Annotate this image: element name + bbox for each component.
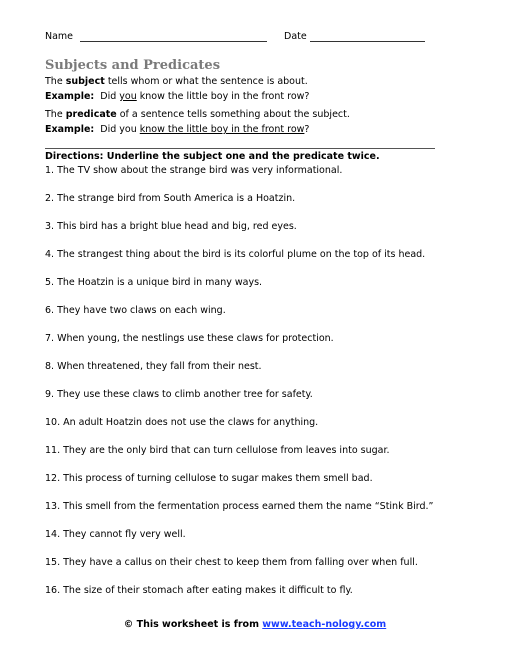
example1-subject: you <box>119 91 137 102</box>
sentence-item: 13. This smell from the fermentation process earned them the name “Stink Bird.” <box>45 501 434 512</box>
subject-term: subject <box>65 76 105 87</box>
sentence-item: 7. When young, the nestlings use these claws for protection. <box>45 333 334 344</box>
sentence-item: 9. They use these claws to climb another tree for safety. <box>45 389 313 400</box>
predicate-example <box>45 124 309 135</box>
sentence-item: 2. The strange bird from South America is a Hoatzin. <box>45 193 296 204</box>
subject-def-pre: The <box>45 76 66 87</box>
sentence-item: 14. They cannot fly very well. <box>45 529 186 540</box>
example2-predicate: know the little boy in the front row <box>139 124 305 135</box>
sentence-item: 5. The Hoatzin is a unique bird in many ways. <box>45 277 263 288</box>
predicate-definition <box>45 109 350 120</box>
directions: Directions: Underline the subject one and the predicate twice. <box>45 151 380 162</box>
sentence-item: 12. This process of turning cellulose to sugar makes them smell bad. <box>45 473 373 484</box>
footer-credit <box>0 619 510 630</box>
example-label: Example: <box>45 91 95 102</box>
predicate-def-pre: The <box>45 109 66 120</box>
example1-post: know the little boy in the front row? <box>136 91 310 102</box>
subject-definition <box>45 76 308 87</box>
footer-text: © This worksheet is from <box>123 619 263 630</box>
sentence-item: 10. An adult Hoatzin does not use the claws for anything. <box>45 417 319 428</box>
sentence-item: 4. The strangest thing about the bird is its colorful plume on the top of its head. <box>45 249 426 260</box>
footer-link[interactable]: www.teach-nology.com <box>262 619 387 630</box>
example2-pre: Did you <box>94 124 140 135</box>
divider <box>45 148 435 149</box>
example2-post: ? <box>304 124 310 135</box>
subject-example <box>45 91 309 102</box>
name-blank-line <box>80 41 267 42</box>
sentence-item: 11. They are the only bird that can turn cellulose from leaves into sugar. <box>45 445 390 456</box>
predicate-term: predicate <box>65 109 117 120</box>
sentence-item: 1. The TV show about the strange bird was very informational. <box>45 165 343 176</box>
sentence-item: 16. The size of their stomach after eating makes it difficult to fly. <box>45 585 353 596</box>
worksheet-title: Subjects and Predicates <box>45 58 221 73</box>
sentence-item: 6. They have two claws on each wing. <box>45 305 226 316</box>
subject-def-post: tells whom or what the sentence is about. <box>104 76 308 87</box>
example1-pre: Did <box>94 91 120 102</box>
name-label: Name <box>45 31 74 42</box>
example-label: Example: <box>45 124 95 135</box>
sentence-list <box>45 165 433 613</box>
sentence-item: 3. This bird has a bright blue head and big, red eyes. <box>45 221 297 232</box>
sentence-item: 8. When threatened, they fall from their nest. <box>45 361 262 372</box>
date-blank-line <box>310 41 425 42</box>
sentence-item: 15. They have a callus on their chest to keep them from falling over when full. <box>45 557 418 568</box>
date-label: Date <box>284 31 307 42</box>
predicate-def-post: of a sentence tells something about the subject. <box>116 109 350 120</box>
